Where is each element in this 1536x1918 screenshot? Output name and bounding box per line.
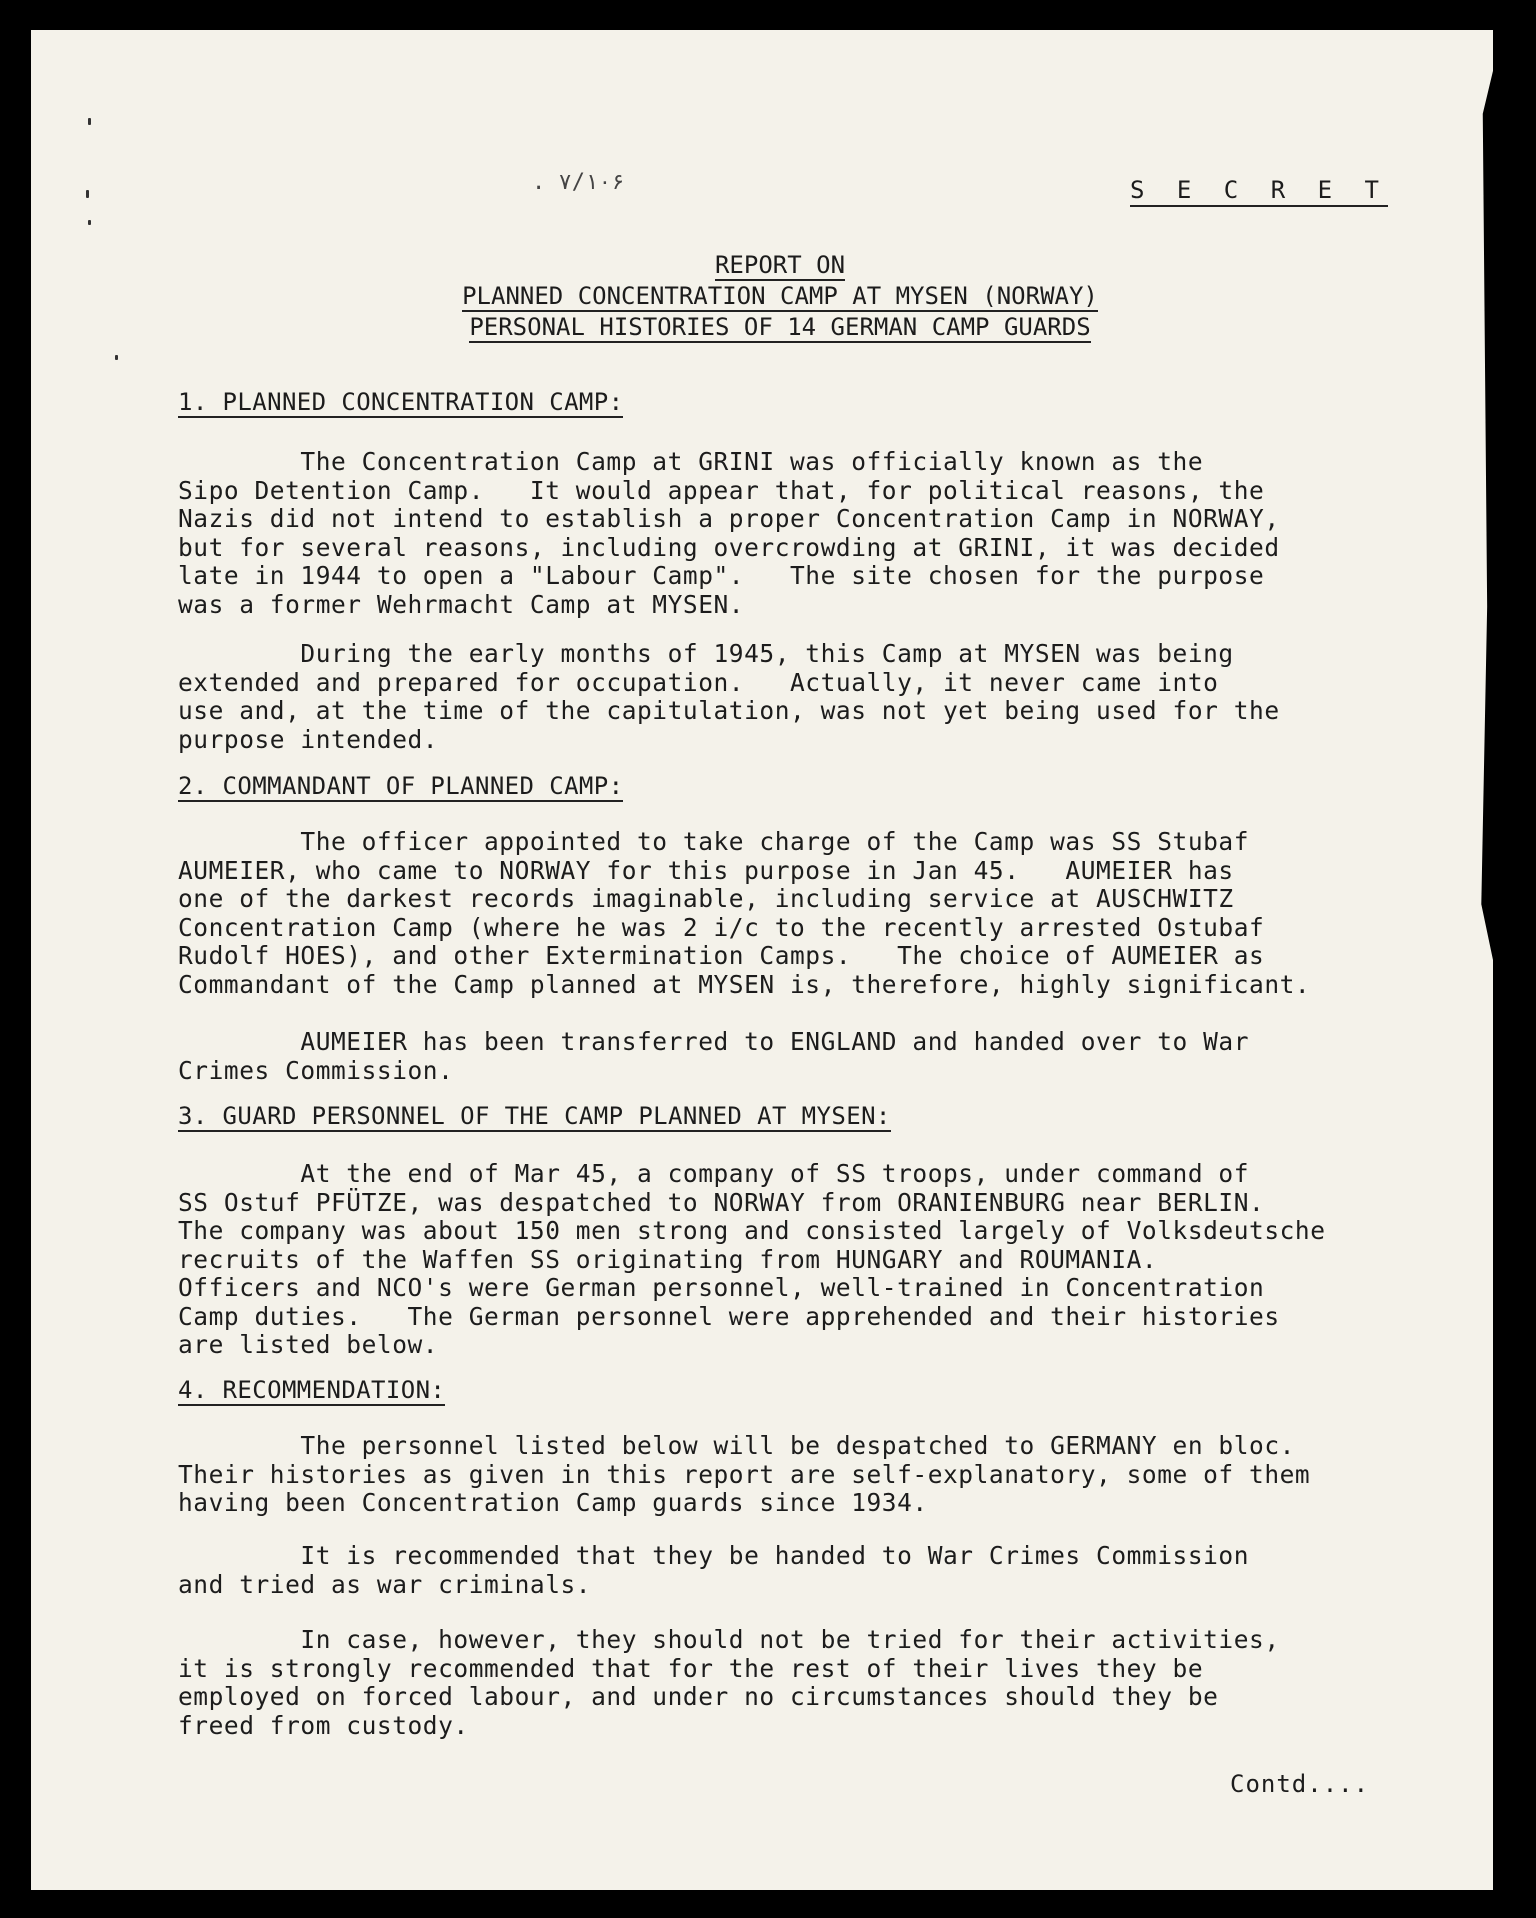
section-4-heading: 4. RECOMMENDATION:: [178, 1376, 446, 1404]
section-3-heading: 3. GUARD PERSONNEL OF THE CAMP PLANNED AT MYSEN:: [178, 1102, 891, 1130]
section-4-paragraph-2: It is recommended that they be handed to War Crimes Commission and tried as war criminals.: [178, 1541, 1250, 1599]
reference-mark: . ۷/۱۰۶: [532, 170, 625, 195]
section-1-paragraph-1: The Concentration Camp at GRINI was officially known as the Sipo Detention Camp. It would appear that, for political reasons, the Nazis did not intend to establish a proper Concentration Camp in NORWAY, but for several reasons, including overcrowding at GRINI, it was decided late in 1944 to open a "Labour Camp". The site chosen for the purpose was a former Wehrmacht Camp at MYSEN.: [178, 447, 1280, 619]
classification-marking: S E C R E T: [1130, 176, 1388, 207]
section-4-paragraph-1: The personnel listed below will be despatched to GERMANY en bloc. Their histories as given in this report are self-explanatory, some of them having been Concentration Camp guards since 1934.: [178, 1431, 1311, 1517]
punch-mark: [88, 118, 91, 125]
section-3-paragraph-1: At the end of Mar 45, a company of SS troops, under command of SS Ostuf PFÜTZE, was despatched to NORWAY from ORANIENBURG near BERLIN. The company was about 150 men strong and consisted largely of Volksdeutsche recruits of the Waffen SS originating from HUNGARY and ROUMANIA. Officers and NCO's were German personnel, well-trained in Concentration Camp duties. The German personnel were apprehended and their histories are listed below.: [178, 1159, 1326, 1359]
report-title: [300, 250, 1260, 343]
title-line-3: PERSONAL HISTORIES OF 14 GERMAN CAMP GUARDS: [469, 313, 1091, 341]
section-4-paragraph-3: In case, however, they should not be tried for their activities, it is strongly recommended that for the rest of their lives they be employed on forced labour, and under no circumstances should they be freed from custody.: [178, 1625, 1280, 1740]
title-line-2: PLANNED CONCENTRATION CAMP AT MYSEN (NORWAY): [462, 282, 1098, 310]
punch-mark: [88, 220, 91, 225]
title-line-1: REPORT ON: [714, 251, 846, 279]
section-2-heading: 2. COMMANDANT OF PLANNED CAMP:: [178, 772, 624, 800]
continued-marker: Contd....: [1230, 1770, 1370, 1798]
section-2-paragraph-1: The officer appointed to take charge of the Camp was SS Stubaf AUMEIER, who came to NORWAY for this purpose in Jan 45. AUMEIER has one of the darkest records imaginable, including service at AUSCHWITZ Concentration Camp (where he was 2 i/c to the recently arrested Ostubaf Rudolf HOES), and other Extermination Camps. The choice of AUMEIER as Commandant of the Camp planned at MYSEN is, therefore, highly significant.: [178, 827, 1311, 999]
section-2-paragraph-2: AUMEIER has been transferred to ENGLAND and handed over to War Crimes Commission.: [178, 1027, 1250, 1085]
punch-mark: [86, 190, 89, 198]
punch-mark: [115, 355, 118, 360]
section-1-paragraph-2: During the early months of 1945, this Camp at MYSEN was being extended and prepared for occupation. Actually, it never came into use and, at the time of the capitulation, was not yet being used for the purpose intended.: [178, 639, 1280, 754]
section-1-heading: 1. PLANNED CONCENTRATION CAMP:: [178, 388, 624, 416]
